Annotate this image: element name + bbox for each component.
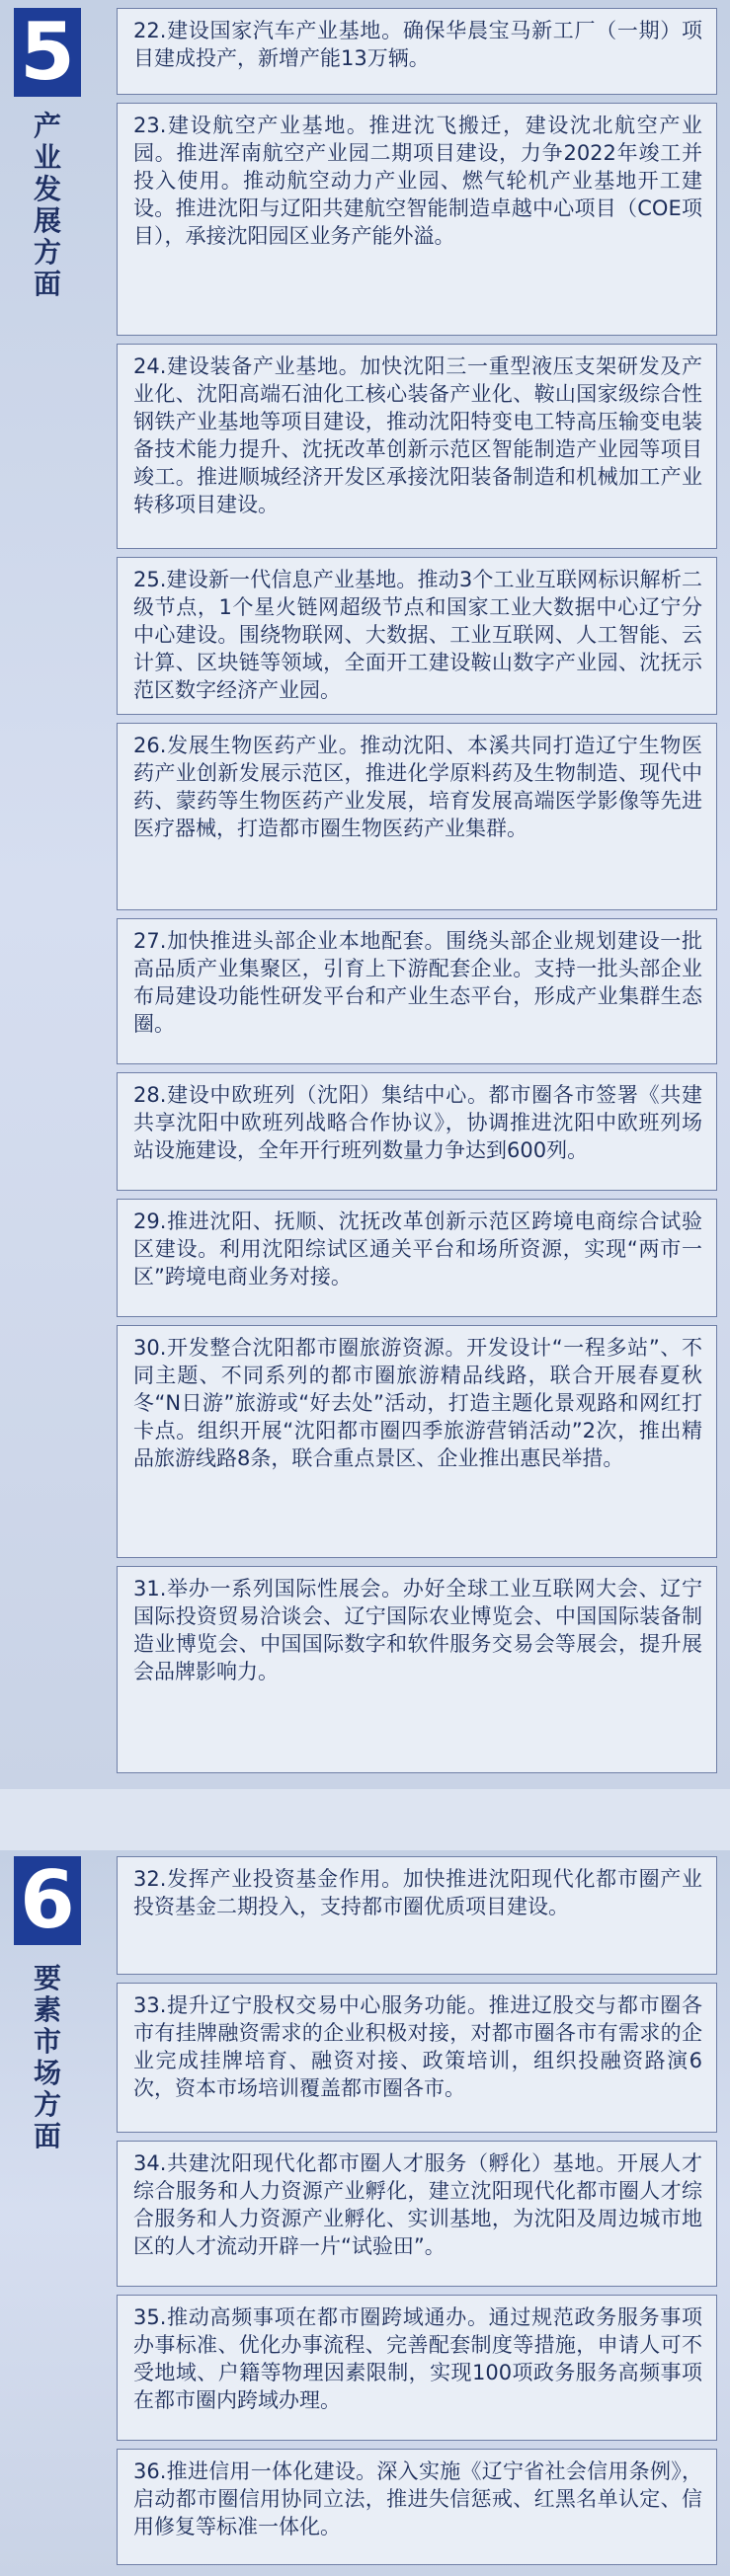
list-item: 24.建设装备产业基地。加快沈阳三一重型液压支架研发及产业化、沈阳高端石油化工核心装备产业化、鞍山国家级综合性钢铁产业基地等项目建设，推动沈阳特变电工特高压输变电装备技术能力提升、沈抚改革创新示范区智能制造产业园等项目竣工。推进顺城经济开发区承接沈阳装备制造和机械加工产业转移项目建设。 bbox=[117, 344, 717, 549]
list-item: 25.建设新一代信息产业基地。推动3个工业互联网标识解析二级节点，1个星火链网超级节点和国家工业大数据中心辽宁分中心建设。围绕物联网、大数据、工业互联网、人工智能、云计算、区块链等领域，全面开工建设鞍山数字产业园、沈抚示范区数字经济产业园。 bbox=[117, 557, 717, 715]
list-item: 22.建设国家汽车产业基地。确保华晨宝马新工厂（一期）项目建成投产，新增产能13万辆。 bbox=[117, 8, 717, 95]
section-title: 产业发展方面 bbox=[33, 110, 61, 300]
section-number-badge: 6 bbox=[14, 1856, 81, 1945]
section-title: 要素市场方面 bbox=[33, 1962, 61, 2152]
list-item: 27.加快推进头部企业本地配套。围绕头部企业规划建设一批高品质产业集聚区，引育上下游配套企业。支持一批头部企业布局建设功能性研发平台和产业生态平台，形成产业集群生态圈。 bbox=[117, 918, 717, 1064]
list-item: 34.共建沈阳现代化都市圈人才服务（孵化）基地。开展人才综合服务和人力资源产业孵化，建立沈阳现代化都市圈人才综合服务和人力资源产业孵化、实训基地，为沈阳及周边城市地区的人才流动开辟一片“试验田”。 bbox=[117, 2141, 717, 2287]
section-divider bbox=[0, 1789, 730, 1850]
list-item: 23.建设航空产业基地。推进沈飞搬迁，建设沈北航空产业园。推进浑南航空产业园二期项目建设，力争2022年竣工并投入使用。推动航空动力产业园、燃气轮机产业基地开工建设。推进沈阳与辽阳共建航空智能制造卓越中心项目（COE项目），承接沈阳园区业务产能外溢。 bbox=[117, 103, 717, 336]
list-item: 31.举办一系列国际性展会。办好全球工业互联网大会、辽宁国际投资贸易洽谈会、辽宁国际农业博览会、中国国际装备制造业博览会、中国国际数字和软件服务交易会等展会，提升展会品牌影响力。 bbox=[117, 1566, 717, 1773]
list-item: 35.推动高频事项在都市圈跨域通办。通过规范政务服务事项办事标准、优化办事流程、完善配套制度等措施，申请人可不受地域、户籍等物理因素限制，实现100项政务服务高频事项在都市圈内跨域办理。 bbox=[117, 2295, 717, 2441]
list-item: 29.推进沈阳、抚顺、沈抚改革创新示范区跨境电商综合试验区建设。利用沈阳综试区通关平台和场所资源，实现“两市一区”跨境电商业务对接。 bbox=[117, 1199, 717, 1317]
list-item: 28.建设中欧班列（沈阳）集结中心。都市圈各市签署《共建共享沈阳中欧班列战略合作协议》，协调推进沈阳中欧班列场站设施建设，全年开行班列数量力争达到600列。 bbox=[117, 1072, 717, 1191]
list-item: 33.提升辽宁股权交易中心服务功能。推进辽股交与都市圈各市有挂牌融资需求的企业积极对接，对都市圈各市有需求的企业完成挂牌培育、融资对接、政策培训，组织投融资路演6次，资本市场培训覆盖都市圈各市。 bbox=[117, 1983, 717, 2133]
list-item: 36.推进信用一体化建设。深入实施《辽宁省社会信用条例》，启动都市圈信用协同立法，推进失信惩戒、红黑名单认定、信用修复等标准一体化。 bbox=[117, 2449, 717, 2565]
list-item: 26.发展生物医药产业。推动沈阳、本溪共同打造辽宁生物医药产业创新发展示范区，推进化学原料药及生物制造、现代中药、蒙药等生物医药产业发展，培育发展高端医学影像等先进医疗器械，打造都市圈生物医药产业集群。 bbox=[117, 723, 717, 910]
list-item: 32.发挥产业投资基金作用。加快推进沈阳现代化都市圈产业投资基金二期投入，支持都市圈优质项目建设。 bbox=[117, 1856, 717, 1975]
section-number-badge: 5 bbox=[14, 8, 81, 97]
list-item: 30.开发整合沈阳都市圈旅游资源。开发设计“一程多站”、不同主题、不同系列的都市圈旅游精品线路，联合开展春夏秋冬“N日游”旅游或“好去处”活动，打造主题化景观路和网红打卡点。组织开展“沈阳都市圈四季旅游营销活动”2次，推出精品旅游线路8条，联合重点景区、企业推出惠民举措。 bbox=[117, 1325, 717, 1558]
